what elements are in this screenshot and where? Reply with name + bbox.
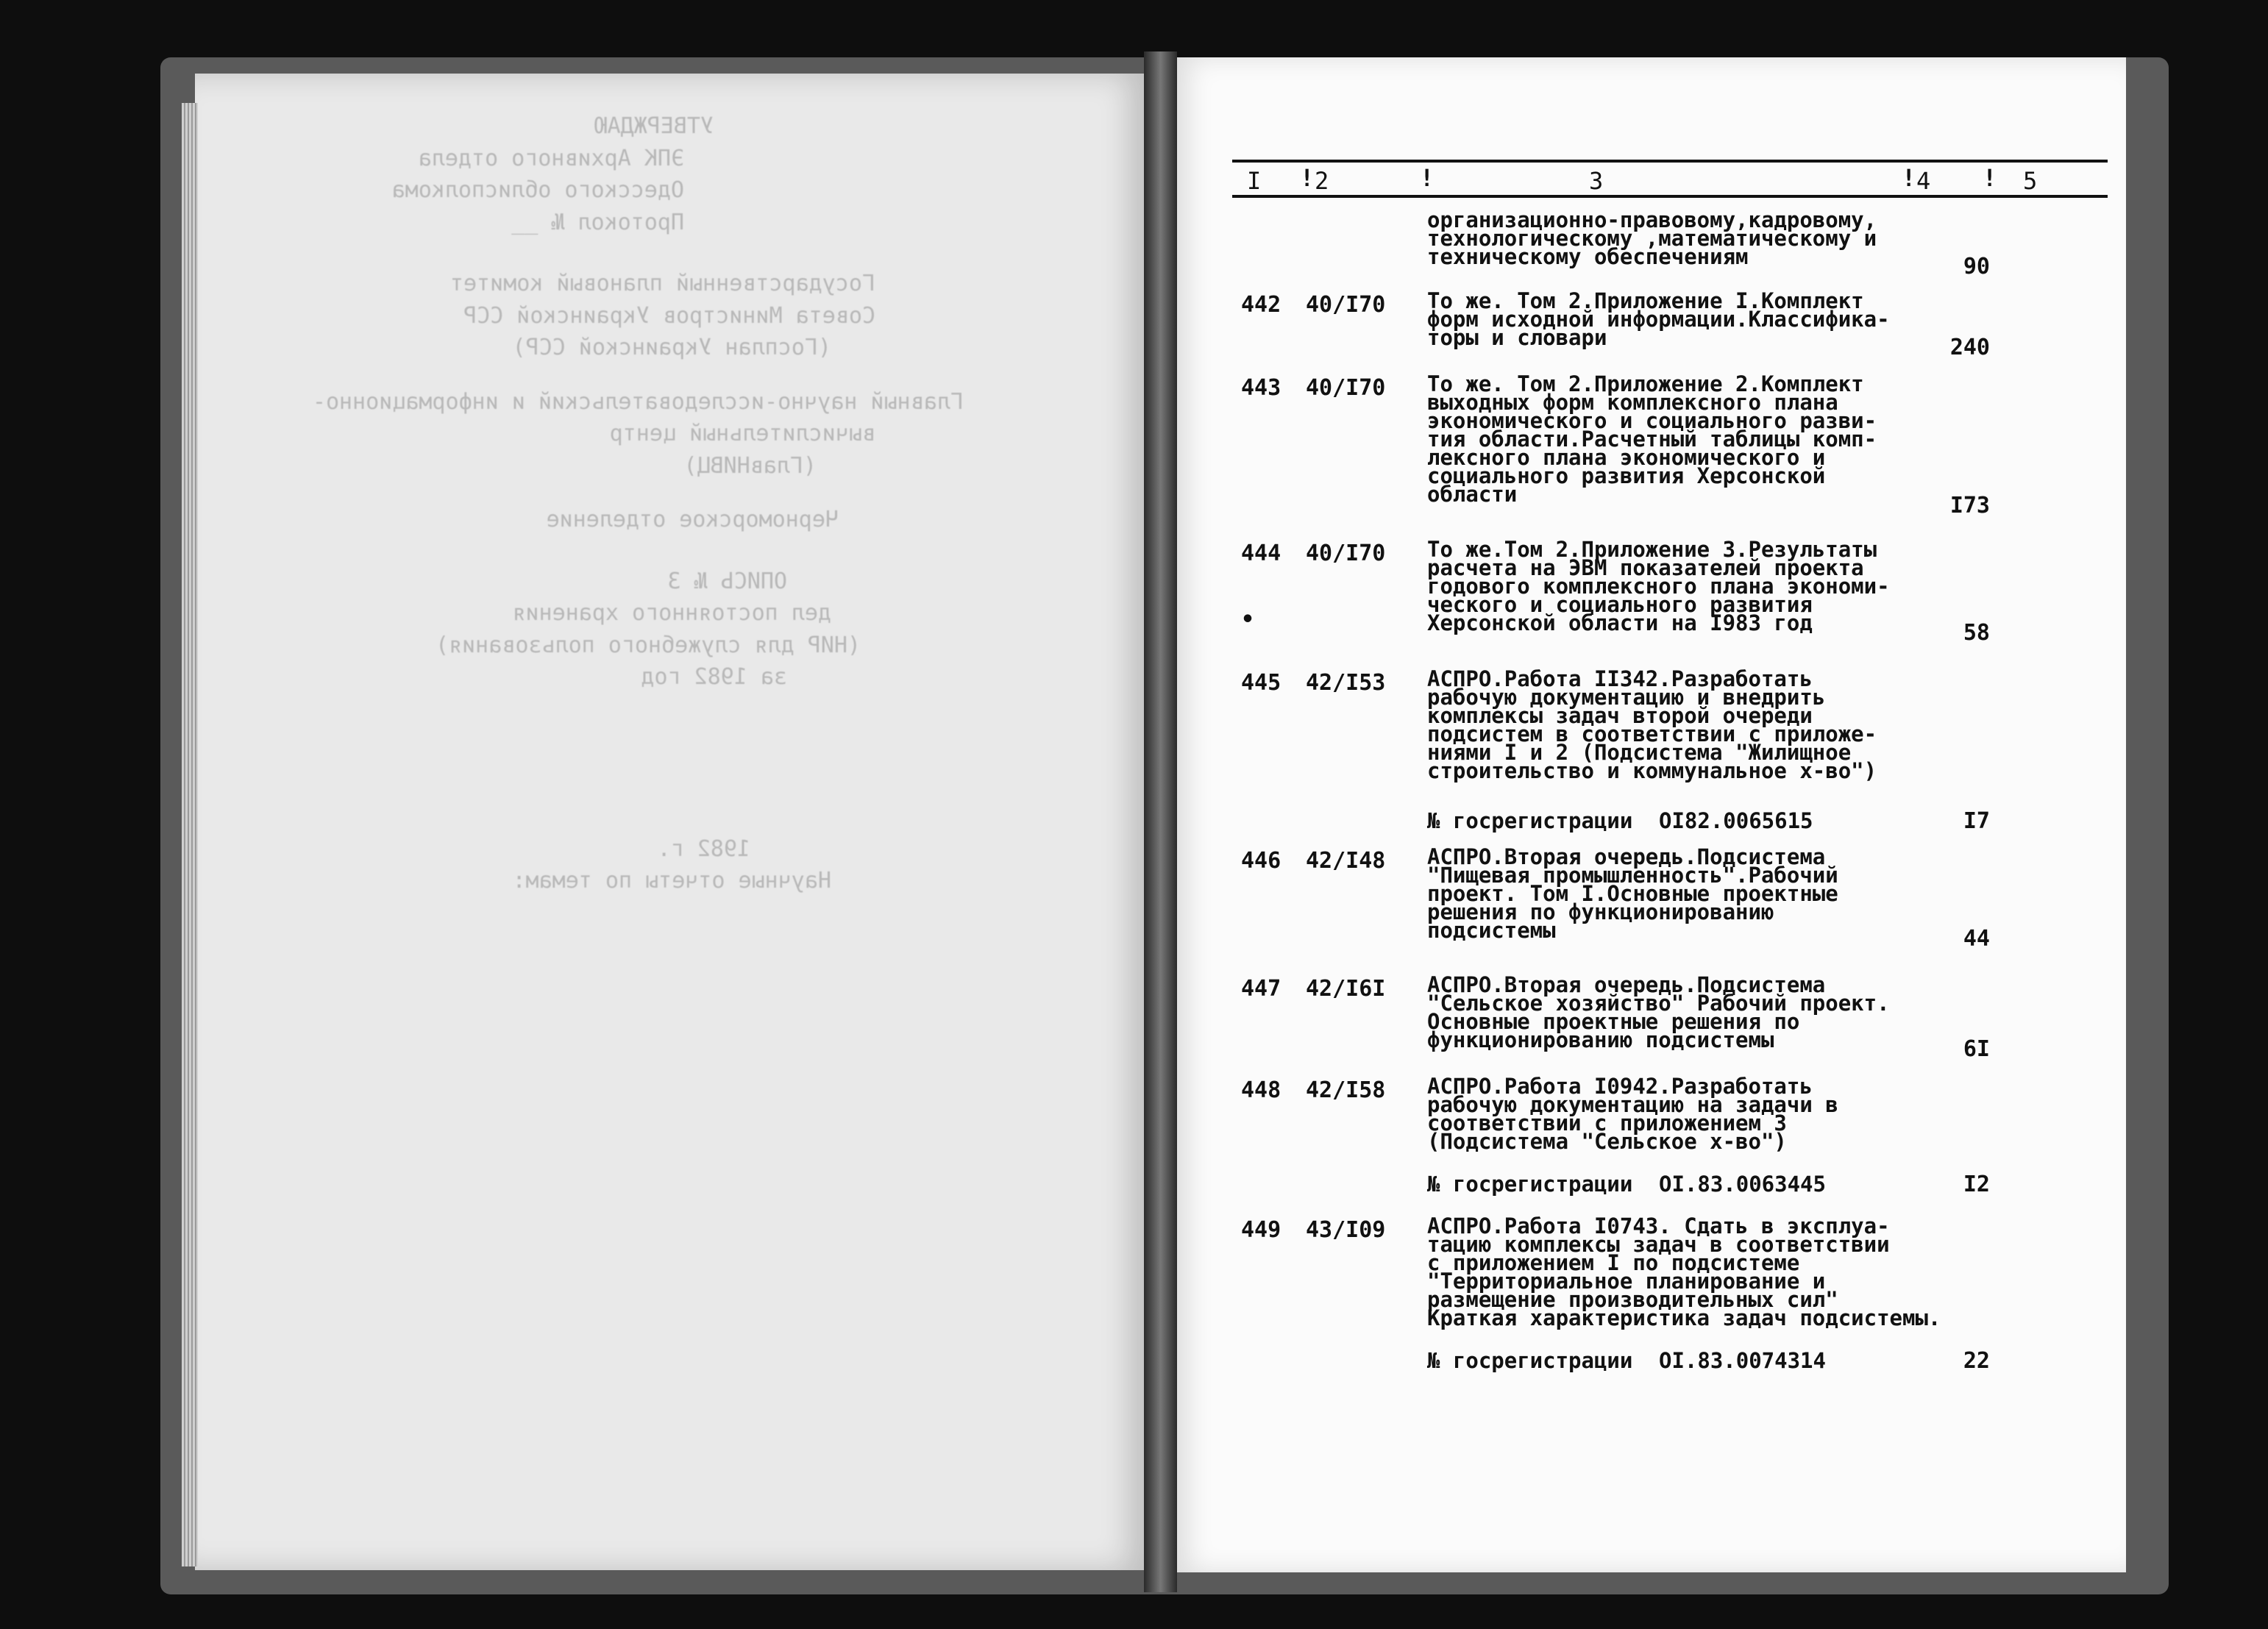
sheet-count: 44 [1963, 926, 1990, 952]
page-stack-edge [182, 103, 198, 1566]
header-col-2: 2 [1315, 167, 1329, 195]
description-line: (Подсистема "Сельское х-во") [1427, 1129, 1787, 1154]
description-line: АСПРО.Вторая очередь.Подсистема [1427, 844, 1826, 869]
description-line: тия области.Расчетный таблицы комп- [1427, 427, 1877, 452]
item-number: 447 [1241, 976, 1281, 1002]
description-line: "Сельское хозяйство" Рабочий проект. [1427, 991, 1890, 1016]
description-line: проект. Том I.Основные проектные [1427, 881, 1838, 906]
description-line: Краткая характеристика задач подсистемы. [1427, 1305, 1941, 1330]
ghost-line: 1982 г. [657, 835, 750, 862]
description-line: тацию комплексы задач в соответствии [1427, 1232, 1890, 1257]
sheet-count: 58 [1963, 620, 1990, 646]
table-header-rule [1232, 195, 2108, 198]
ghost-line: дел постоянного хранения [512, 600, 831, 626]
header-separator: ! [1300, 164, 1315, 192]
description-line: решения по функционированию [1427, 899, 1774, 924]
description-line: рабочую документацию и внедрить [1427, 685, 1826, 710]
description-line: То же. Том 2.Приложение I.Комплект [1427, 288, 1864, 313]
description-line: размещение производительных сил" [1427, 1287, 1838, 1312]
item-number: 449 [1241, 1217, 1281, 1243]
description-line: расчета на ЭВМ показателей проекта [1427, 555, 1864, 580]
description-line: ниями I и 2 (Подсистема "Жилищное [1427, 740, 1852, 765]
book-gutter [1144, 51, 1177, 1592]
description-line: комплексы задач второй очереди [1427, 703, 1813, 728]
item-number: 446 [1241, 848, 1281, 874]
ghost-line: Совета Министров Украинской ССР [463, 302, 875, 329]
description-line: соответствии с приложением 3 [1427, 1111, 1787, 1136]
description-line: годового комплексного плана экономи- [1427, 574, 1890, 599]
description-line: АСПРО.Работа I0942.Разработать [1427, 1074, 1813, 1099]
item-index: 42/I58 [1306, 1077, 1386, 1103]
description [1427, 666, 1942, 783]
description [1427, 1074, 1942, 1154]
description-line: АСПРО.Работа II342.Разработать [1427, 666, 1813, 691]
ghost-line: УТВЕРЖДАЮ [594, 113, 714, 139]
item-number: 442 [1241, 292, 1281, 318]
bleed-through-text [228, 110, 1096, 897]
description [1427, 207, 1942, 269]
registration-number: OI82.0065615 [1659, 808, 1813, 833]
sheet-count: I73 [1949, 493, 1990, 518]
sheet-count: I7 [1963, 808, 1990, 834]
description-line: строительство и коммунальное х-во") [1427, 758, 1877, 783]
description [1427, 371, 1942, 507]
ghost-line: (Госплан Украинской ССР) [512, 335, 831, 360]
description-line: Основные проектные решения по [1427, 1009, 1800, 1034]
description-line: техническому обеспечениям [1427, 244, 1749, 269]
description-line: лексного плана экономического и [1427, 445, 1826, 470]
header-col-4: 4 [1916, 167, 1931, 195]
header-col-5: 5 [2023, 167, 2038, 195]
description [1427, 1213, 1942, 1330]
item-number: 444 [1241, 541, 1281, 566]
description-line: "Территориальное планирование и [1427, 1269, 1826, 1294]
description-line: АСПРО.Работа I0743. Сдать в эксплуа- [1427, 1213, 1890, 1238]
item-number: 445 [1241, 670, 1281, 696]
sheet-count: 22 [1963, 1348, 1990, 1374]
header-separator: ! [1902, 164, 1916, 192]
description-line: "Пищевая промышленность".Рабочий [1427, 863, 1838, 888]
item-index: 40/I70 [1306, 541, 1386, 566]
registration-label: № госрегистрации [1427, 1172, 1633, 1197]
description-line: ческого и социального развития [1427, 592, 1813, 617]
ghost-line: (НИР для служебного пользования) [436, 632, 861, 658]
item-number: 443 [1241, 375, 1281, 401]
item-number: 448 [1241, 1077, 1281, 1103]
description-line: экономического и социального разви- [1427, 408, 1877, 433]
ghost-line: (ГлавНИВЦ) [683, 452, 817, 479]
header-col-1: I [1247, 167, 1262, 195]
description-line: подсистемы [1427, 918, 1556, 943]
description-line: торы и словари [1427, 325, 1607, 350]
description [1427, 844, 1942, 943]
item-index: 40/I70 [1306, 375, 1386, 401]
ghost-line: Научные отчеты по темам: [512, 868, 831, 894]
item-index: 42/I6I [1306, 976, 1386, 1002]
item-index: 43/I09 [1306, 1217, 1386, 1243]
registration-number: OI.83.0063445 [1659, 1172, 1826, 1197]
margin-mark: • [1241, 607, 1255, 632]
sheet-count: 240 [1949, 335, 1990, 360]
description-line: То же. Том 2.Приложение 2.Комплект [1427, 371, 1864, 396]
sheet-count: I2 [1963, 1172, 1990, 1197]
sheet-count: 90 [1963, 254, 1990, 279]
registration-label: № госрегистрации [1427, 1348, 1633, 1373]
registration-number: OI.83.0074314 [1659, 1348, 1826, 1373]
description-line: организационно-правовому,кадровому, [1427, 207, 1877, 232]
description [1427, 537, 1942, 635]
description-line: АСПРО.Вторая очередь.Подсистема [1427, 972, 1826, 997]
item-index: 40/I70 [1306, 292, 1386, 318]
ghost-line: Государственный плановый комитет [450, 271, 875, 296]
ghost-line: вычислительный центр [609, 421, 875, 446]
description [1427, 288, 1942, 350]
registration-label: № госрегистрации [1427, 808, 1633, 833]
description-line: выходных форм комплексного плана [1427, 390, 1838, 415]
description-line: функционированию подсистемы [1427, 1027, 1774, 1052]
description-line: рабочую документацию на задачи в [1427, 1092, 1838, 1117]
description-line: Херсонской области на I983 год [1427, 610, 1813, 635]
ghost-line: Черноморское отделение [546, 507, 839, 532]
ghost-line: Протокол № __ [511, 209, 684, 235]
description-line: технологическому ,математическому и [1427, 226, 1877, 251]
item-index: 42/I53 [1306, 670, 1386, 696]
ghost-line: ЭПК Архивного отдела [418, 145, 684, 171]
description-line: области [1427, 482, 1518, 507]
ghost-line: ОПИСЬ № 3 [667, 568, 787, 594]
ghost-line: Одесского облисполкома [391, 177, 684, 203]
description-line: с приложением I по подсистеме [1427, 1250, 1800, 1275]
sheet-count: 6I [1963, 1036, 1990, 1062]
description [1427, 972, 1942, 1052]
table-top-rule [1232, 160, 2108, 163]
header-col-3: 3 [1589, 167, 1604, 195]
description-line: То же.Том 2.Приложение 3.Результаты [1427, 537, 1877, 562]
ghost-line: Главный научно-исследовательский и информационно- [312, 388, 964, 415]
header-separator: ! [1983, 164, 1997, 192]
description-line: подсистем в соответствии с приложе- [1427, 721, 1877, 746]
description-line: социального развития Херсонской [1427, 463, 1826, 488]
ghost-line: за 1982 год [641, 664, 787, 690]
item-index: 42/I48 [1306, 848, 1386, 874]
description-line: форм исходной информации.Классифика- [1427, 307, 1890, 332]
header-separator: ! [1420, 164, 1435, 192]
